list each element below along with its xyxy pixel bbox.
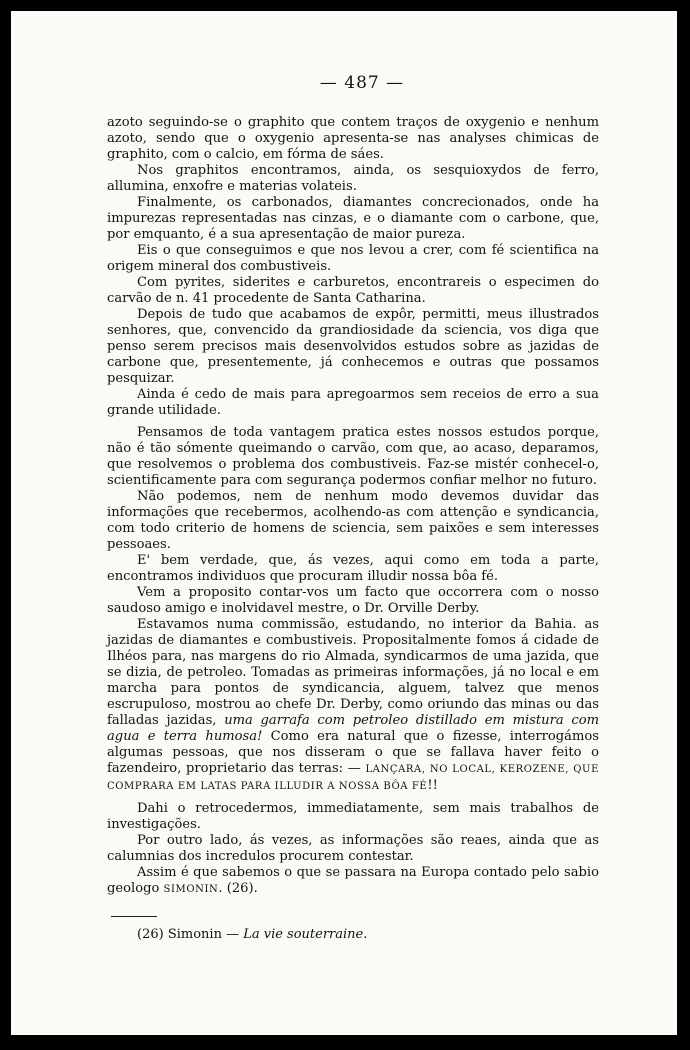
- paragraph: Finalmente, os carbonados, diamantes concrecionados, onde ha impurezas representadas nas cinzas, e o diamante com o carbone, que, por emquanto, é a sua apresentação de maior pureza.: [107, 195, 599, 242]
- paragraph-europe: [107, 865, 599, 898]
- story-text: Como era natural que o fizesse, interrogámos algumas pessoas, que nos disseram o que se fallava haver feito o fazendeiro, proprietario das terras: —: [107, 729, 599, 776]
- paragraph: Pensamos de toda vantagem pratica estes nossos estudos porque, não é tão sómente queimando o carvão, com que, ao acaso, deparamos, que resolvemos o problema dos combustiveis. Faz-se mistér conhecel-o, scientificamente para com segurança podermos confiar melhor no futuro.: [107, 425, 599, 488]
- paragraph: Nos graphitos encontramos, ainda, os sesquioxydos de ferro, allumina, enxofre e materias volateis.: [107, 163, 599, 194]
- paragraph: Vem a proposito contar-vos um facto que occorrera com o nosso saudoso amigo e inolvidavel mestre, o Dr. Orville Derby.: [107, 585, 599, 616]
- footnote-title: La vie souterraine: [243, 927, 364, 942]
- paragraph: Depois de tudo que acabamos de expôr, permitti, meus illustrados senhores, que, convencido da grandiosidade da sciencia, vos diga que penso serem precisos mais desenvolvidos estudos sobre as jazidas de carbone que, presentemente, já conhecemos e outras que possamos pesquizar.: [107, 307, 599, 386]
- paragraph-derby-story: [107, 617, 599, 795]
- story-quote-caps: LANÇARA, NO LOCAL, KEROZENE, QUE COMPRARA EM LATAS PARA ILLUDIR A NOSSA BÔA FÉ: [107, 764, 599, 792]
- paragraph: Por outro lado, ás vezes, as informações são reaes, ainda que as calumnias dos incredulos procurem contestar.: [107, 833, 599, 864]
- paragraph: Eis o que conseguimos e que nos levou a crer, com fé scientifica na origem mineral dos combustiveis.: [107, 243, 599, 274]
- footnote-end: .: [363, 927, 368, 942]
- paragraph: azoto seguindo-se o graphito que contem traços de oxygenio e nenhum azoto, sendo que o oxygenio apresenta-se nas analyses chimicas de graphito, com o calcio, em fórma de sáes.: [107, 115, 599, 162]
- paragraph: Dahi o retrocedermos, immediatamente, sem mais trabalhos de investigações.: [107, 801, 599, 832]
- europe-text-end: . (26).: [218, 881, 258, 896]
- paragraph: Com pyrites, siderites e carburetos, encontrareis o especimen do carvão de n. 41 procedente de Santa Catharina.: [107, 275, 599, 306]
- paragraph: E' bem verdade, que, ás vezes, aqui como em toda a parte, encontramos individuos que procuram illudir nossa bôa fé.: [107, 553, 599, 584]
- paragraph: Ainda é cedo de mais para apregoarmos sem receios de erro a sua grande utilidade.: [107, 387, 599, 418]
- author-caps: SIMONIN: [163, 884, 219, 895]
- story-text: Estavamos numa commissão, estudando, no interior da Bahia. as jazidas de diamantes e combustiveis. Propositalmente fomos á cidade de Ilhéos para, nas margens do rio Almada, syndicarmos de uma jazida, que se dizia, de petroleo. Tomadas as primeiras informações, já no local e em marcha para pontos de syndicancia, alguem, talvez que menos escrupuloso, mostrou ao chefe Dr. Derby, como oriundo das minas ou das falladas jazidas,: [107, 617, 599, 728]
- footnote: [107, 927, 599, 942]
- story-ending: !!: [427, 778, 438, 793]
- body-text: [107, 115, 599, 898]
- footnote-marker: (26) Simonin —: [137, 927, 244, 942]
- paragraph: Não podemos, nem de nenhum modo devemos duvidar das informações que recebermos, acolhendo-as com attenção e syndicancia, com todo criterio de homens de sciencia, sem paixões e sem interesses pessoaes.: [107, 489, 599, 552]
- footnote-divider: [111, 916, 157, 917]
- story-italic-text: uma garrafa com petroleo distillado em mistura com agua e terra humosa!: [107, 713, 599, 744]
- document-page: [11, 11, 677, 1035]
- page-number: — 487 —: [319, 73, 405, 93]
- europe-text: Assim é que sabemos o que se passara na Europa contado pelo sabio geologo: [107, 865, 599, 896]
